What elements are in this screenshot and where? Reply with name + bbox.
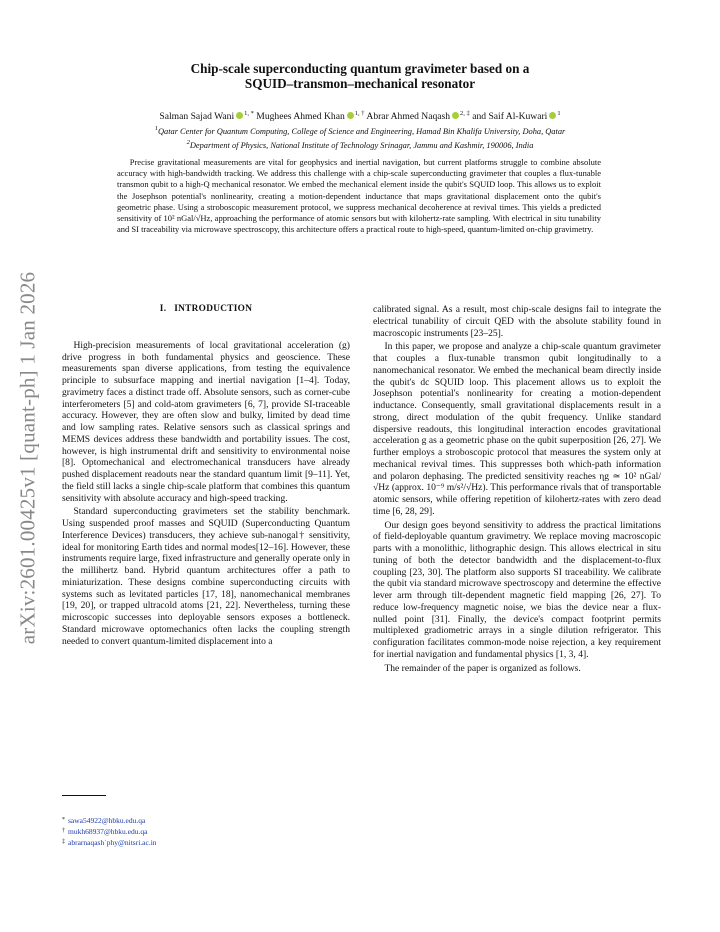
affiliation-1: $^1$Qatar Center for Quantum Computing, College of Science and Engineering, Hamad Bin Khalifa University, Doha, Qatar [154,125,566,136]
paragraph: The remainder of the paper is organized as follows. [384,662,581,674]
author-name: Abrar Ahmed Naqash [366,111,451,122]
title-line-2: SQUID–transmon–mechanical resonator [244,76,476,91]
abstract: Precise gravitational measurements are vital for geophysics and inertial navigation, but current platforms struggle to combine absolute accuracy with high-bandwidth tracking. We address this challenge with a chip-scale superconducting gravimeter that couples a flux-tunable transmon qubit to a high-Q mechanical resonator. We embed the mechanical element inside the qubit's SQUID loop. This allows us to exploit the Josephson potential's nonlinearity, creating a motion-dependent inductance that maps gravitational displacement onto the qubit's geometric phase. Using a stroboscopic measurement protocol, we suppress mechanical decoherence at revival times. This yields a predicted sensitivity of 10² nGal/√Hz, approaching the performance of atomic sensors but with kilohertz-rate sampling. With electrical in situ tunability and SI traceability via microwave spectroscopy, this architecture offers a practical route to high-speed, quantum-limited on-chip gravimetry. [117,157,601,235]
orcid-icon[interactable] [549,112,556,119]
right-column [373,304,661,674]
paragraph: In this paper, we propose and analyze a chip-scale quantum gravimeter that couples a flux-tunable transmon qubit longitudinally to a nanomechanical resonator. We embed the mechanical beam directly inside the qubit's dc SQUID loop. This placement allows us to exploit the Josephson potential's nonlinearity for creating a motion-dependent inductance. Consequently, small gravitational displacements result in a strong, direct modulation of the qubit frequency. Unlike standard dispersive readouts, this longitudinal interaction encodes gravitational acceleration g as a geometric phase on the qubit superposition [26, 27]. We further employs a stroboscopic protocol that measures the system only at mechanical revival times. This suppresses both which-path information and polaron dephasing. The predicted sensitivity reaches ηg ≃ 10² nGal/√Hz (approx. 10⁻⁹ m/s²/√Hz). This performance rivals that of transportable atomic sensors, while offering repetition of kilohertz-rates with zero dead time [6, 28, 29]. [373,341,661,517]
footnote-email-link[interactable]: * sawa54922@hbku.edu.qa [62,816,146,825]
paragraph: Standard superconducting gravimeters set the stability benchmark. Using suspended proof masses and SQUID (Superconducting Quantum Interference Devices) transducers, they achieve sub-nanogal† sensitivity, ideal for monitoring Earth tides and normal modes[12–16]. However, these instruments require large, fixed infrastructure and generally operate only in the millihertz band. Hybrid quantum architectures offer a path to miniaturization. These designs combine superconducting circuits with systems such as levitated particles [17, 18], nanomechanical membranes [19, 20], or trapped ultracold atoms [21, 22]. Nevertheless, turning these microscopic successes into deployable sensors exposes a bottleneck. Standard microwave optomechanics often lacks the coupling strength needed to convert quantum-limited displacement into a [62,506,350,647]
author-list [70,108,650,123]
orcid-icon[interactable] [236,112,243,119]
footnote-email-link[interactable]: † mukh68937@hbku.edu.qa [62,827,148,836]
orcid-icon[interactable] [347,112,354,119]
arxiv-stamp[interactable]: arXiv:2601.00425v1 [quant-ph] 1 Jan 2026 [15,271,40,645]
author-name: and Saif Al-Kuwari [472,111,548,122]
orcid-icon[interactable] [452,112,459,119]
title-line-1: Chip-scale superconducting quantum gravimeter based on a [190,61,530,76]
author-affil-mark: 1 [557,110,561,117]
affiliation-2: $^2$Department of Physics, National Institute of Technology Srinagar, Jammu and Kashmir, 190006, India [186,139,534,150]
footnote-email-link[interactable]: ‡ abrarnaqash˙phy@nitsri.ac.in [62,838,157,847]
paragraph: Our design goes beyond sensitivity to address the practical limitations of field-deployable quantum gravimetry. We replace moving macroscopic parts with a monolithic, lithographic design. This allows electrical in situ tuning of both the detector bandwidth and the displacement-to-flux coupling [23, 30]. The platform also supports SI traceability. We calibrate the qubit via standard microwave spectroscopy and determine the effective lever arm through tilt-dependent magnetic field mapping [26, 27]. To reduce low-frequency magnetic noise, we bias the device near a flux-nulled point [31]. Finally, the device's compact footprint permits multiplexed gradiometric arrays in a single dilution refrigerator. This configuration facilitates common-mode noise rejection, a key requirement for inertial navigation and fundamental physics [1, 3, 4]. [373,519,661,660]
paragraph: High-precision measurements of local gravitational acceleration (g) drive progress in both fundamental physics and geoscience. These measurements span diverse applications, from testing the equivalence principle to subsurface mapping and inertial navigation [1–4]. Today, gravimetry faces a distinct trade off. Absolute sensors, such as corner-cube interferometers [5] and cold-atom gravimeters [6, 7], provide SI-traceable accuracy. However, they are often slow and bulky, limited by dead time and low sampling rates. Relative sensors such as classical springs and MEMS devices address these bandwidth and portability issues. The cost, however, is high instrumental drift and sensitivity to environmental noise [8]. Optomechanical and electromechanical transducers have already pushed displacement readouts near the standard quantum limit [9–11]. Yet, the field still lacks a single chip-scale platform that combines this quantum sensitivity with absolute accuracy and high-speed tracking. [62,339,350,504]
author-affil-mark: 1, * [244,110,254,117]
author-name: Salman Sajad Wani [159,111,235,122]
author-affil-mark: 2, ‡ [460,110,470,117]
left-column [62,304,350,647]
footnote-rule [62,795,106,796]
paragraph: calibrated signal. As a result, most chip-scale designs fail to integrate the electrical tunability of circuit QED with the absolute stability found in macroscopic instruments [23–25]. [373,304,661,339]
paper-title [110,61,610,91]
author-affil-mark: 1, † [354,110,365,117]
footnotes [62,815,157,848]
section-heading: I. INTRODUCTION [159,304,253,314]
author-name: Mughees Ahmed Khan [256,111,345,122]
affiliations [60,123,660,151]
